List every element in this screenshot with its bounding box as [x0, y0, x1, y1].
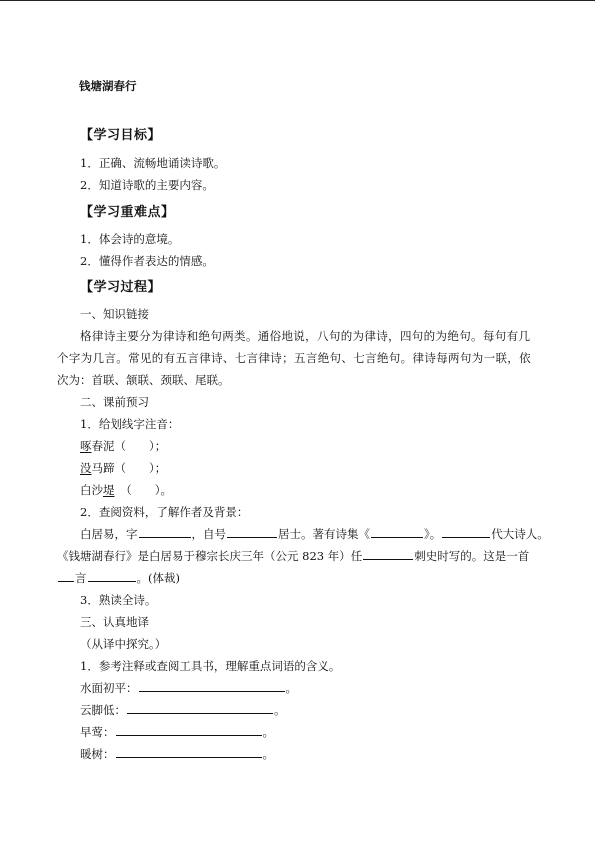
dynasty-blank[interactable]	[442, 527, 490, 538]
background-question: 2．查阅资料，了解作者及背景：	[80, 505, 249, 519]
author-fill-line-3: 言 。(体裁)	[57, 571, 180, 585]
section-learning-process: 【学习过程】	[80, 280, 162, 295]
underlined-char: 没	[80, 461, 92, 475]
pinyin-item-1: 啄春泥（ ）；	[80, 439, 167, 453]
vocab-item-2: 云脚低： 。	[80, 703, 286, 717]
prefecture-blank[interactable]	[363, 549, 413, 560]
knowledge-paragraph-line-1: 格律诗主要分为律诗和绝句两类。通俗地说，八句的为律诗，四句的为绝句。每句有几	[80, 329, 531, 343]
pinyin-question: 1．给划线字注音：	[80, 417, 180, 431]
pinyin-answer-blank[interactable]: （ ）。	[114, 483, 172, 497]
difficulty-item-2: 2．懂得作者表达的情感。	[80, 254, 214, 268]
author-fill-line-1: 白居易，字 ，自号 居士。著有诗集《 》。 代大诗人。	[80, 527, 549, 541]
word-count-blank[interactable]	[58, 571, 74, 582]
read-poem-instruction: 3．熟读全诗。	[80, 593, 157, 607]
pinyin-answer-blank[interactable]: （ ）；	[114, 439, 167, 453]
genre-blank[interactable]	[88, 571, 136, 582]
part3-heading: 三、认真地译	[80, 615, 149, 629]
section-key-difficulties: 【学习重难点】	[80, 205, 175, 220]
difficulty-item-1: 1．体会诗的意境。	[80, 232, 180, 246]
knowledge-paragraph-line-2: 个字为几言。常见的有五言律诗、七言律诗；五言绝句、七言绝句。律诗每两句为一联，依	[57, 351, 531, 365]
part1-heading: 一、知识链接	[80, 307, 149, 321]
page-top-border	[0, 0, 595, 1]
underlined-char: 堤	[103, 483, 115, 497]
pinyin-answer-blank[interactable]: （ ）；	[114, 461, 167, 475]
goal-item-1: 1．正确、流畅地诵读诗歌。	[80, 156, 226, 170]
author-fill-line-2: 《钱塘湖春行》是白居易于穆宗长庆三年（公元 823 年）任 刺史时写的。这是一首	[57, 549, 530, 563]
underlined-char: 啄	[80, 439, 92, 453]
vocab-item-4: 暖树： 。	[80, 747, 274, 761]
knowledge-paragraph-line-3: 次为：首联、颔联、颈联、尾联。	[57, 373, 230, 387]
vocab-answer-blank[interactable]	[116, 725, 262, 736]
vocabulary-question: 1．参考注释或查阅工具书，理解重点词语的含义。	[80, 659, 341, 673]
part3-note: （从译中探究。）	[80, 637, 167, 651]
vocab-item-3: 早莺： 。	[80, 725, 274, 739]
vocab-answer-blank[interactable]	[139, 681, 285, 692]
section-learning-goals: 【学习目标】	[80, 128, 162, 143]
page-title: 钱塘湖春行	[79, 79, 137, 93]
pinyin-item-2: 没马蹄（ ）；	[80, 461, 167, 475]
vocab-item-1: 水面初平： 。	[80, 681, 297, 695]
vocab-answer-blank[interactable]	[116, 747, 262, 758]
goal-item-2: 2．知道诗歌的主要内容。	[80, 178, 214, 192]
pinyin-item-3: 白沙堤 （ ）。	[80, 483, 172, 497]
poetry-collection-blank[interactable]	[371, 527, 423, 538]
part2-heading: 二、课前预习	[80, 395, 149, 409]
vocab-answer-blank[interactable]	[127, 703, 273, 714]
alias-blank[interactable]	[227, 527, 277, 538]
courtesy-name-blank[interactable]	[139, 527, 191, 538]
